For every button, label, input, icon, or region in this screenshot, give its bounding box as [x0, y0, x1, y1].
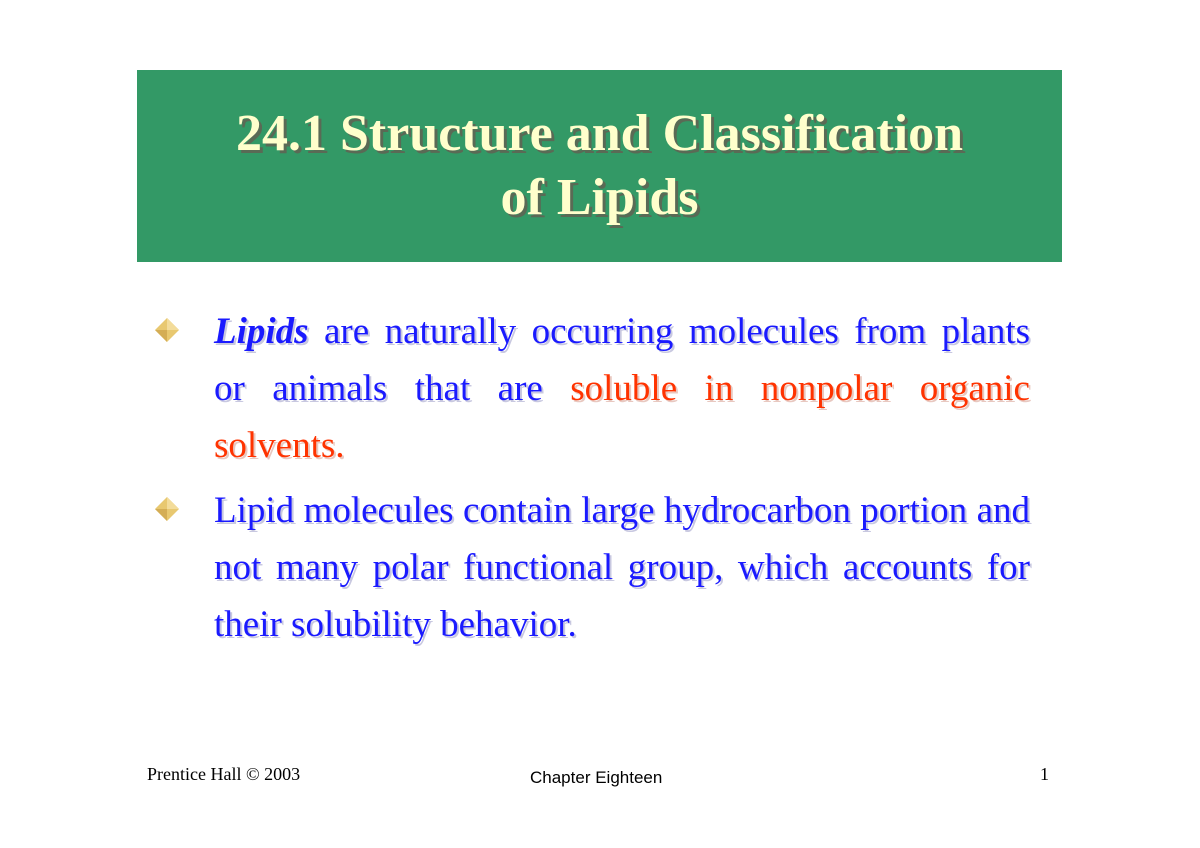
solubility-highlight: soluble in nonpolar organic solvents. [214, 368, 1030, 466]
footer-page-number: 1 [1040, 764, 1049, 784]
diamond-icon [154, 496, 180, 522]
diamond-icon [154, 317, 180, 343]
bullet-text-1 [214, 303, 1030, 474]
slide-title-line-2: of Lipids [500, 169, 699, 226]
bullet-1-body: are naturally occurring molecules from plants or animals that are [214, 311, 1030, 409]
bullet-item-2 [150, 482, 1030, 653]
bullet-item-1 [150, 303, 1030, 474]
footer-copyright: Prentice Hall © 2003 [147, 764, 301, 784]
footer-chapter: Chapter Eighteen [530, 768, 663, 787]
lipids-term: Lipids [214, 311, 309, 352]
slide-title-box [137, 70, 1062, 262]
bullet-list [150, 303, 1030, 661]
bullet-text-2: Lipid molecules contain large hydrocarbon portion and not many polar functional group, which accounts for their solubility behavior. [214, 490, 1030, 645]
slide-title-line-1: 24.1 Structure and Classification [235, 105, 964, 162]
